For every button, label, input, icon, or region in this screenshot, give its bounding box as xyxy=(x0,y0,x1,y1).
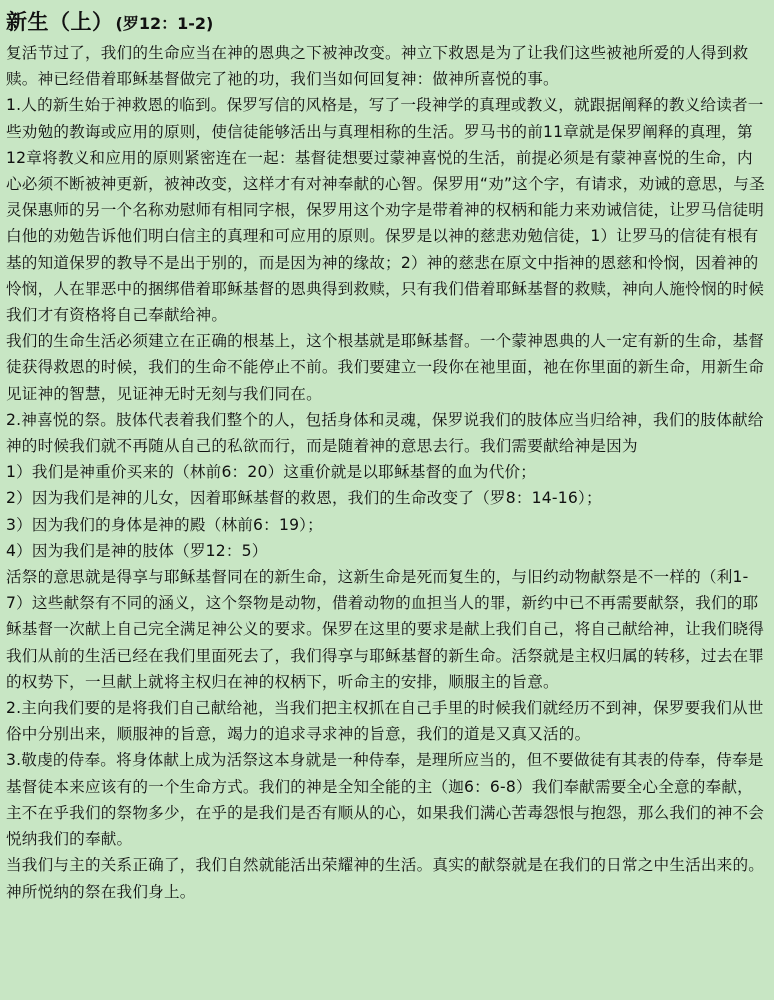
list-item-reason-3: 3）因为我们的身体是神的殿（林前6：19）； xyxy=(6,515,323,534)
paragraph-offer-self: 2.主向我们要的是将我们自己献给祂，当我们把主权抓在自己手里的时候我们就经历不到神，保罗要我们从世俗中分别出来，顺服神的旨意，竭力的追求寻求神的旨意，我们的道是又真又活的。 xyxy=(6,699,764,744)
page-title xyxy=(6,6,766,40)
paragraph-conclusion: 当我们与主的关系正确了，我们自然就能活出荣耀神的生活。真实的献祭就是在我们的日常之中生活出来的。神所悦纳的祭在我们身上。 xyxy=(6,856,765,901)
paragraph-living-sacrifice: 活祭的意思就是得享与耶稣基督同在的新生命，这新生命是死而复生的，与旧约动物献祭是不一样的（利1-7）这些献祭有不同的涵义，这个祭物是动物，借着动物的血担当人的罪，新约中已不再需要献祭，我们的耶稣基督一次献上自己完全满足神公义的要求。保罗在这里的要求是献上我们自己，将自己献给神，让我们晓得我们从前的生活已经在我们里面死去了，我们得享与耶稣基督的新生命。活祭就是主权归属的转移，过去在罪的权势下，一旦献上就将主权归在神的权柄下，听命主的安排，顺服主的旨意。 xyxy=(6,568,765,691)
paragraph-point-1: 1.人的新生始于神救恩的临到。保罗写信的风格是，写了一段神学的真理或教义，就跟据阐释的教义给读者一些劝勉的教诲或应用的原则，使信徒能够活出与真理相称的生活。罗马书的前11章就是保罗阐释的真理，第12章将教义和应用的原则紧密连在一起：基督徒想要过蒙神喜悦的生活，前提必须是有蒙神喜悦的生命，内心必须不断被神更新，被神改变，这样才有对神奉献的心智。保罗用“劝”这个字，有请求，劝诫的意思，与圣灵保惠师的另一个名称劝慰师有相同字根，保罗用这个劝字是带着神的权柄和能力来劝诫信徒，让罗马信徒明白他的劝勉告诉他们明白信主的真理和可应用的原则。保罗是以神的慈悲劝勉信徒，1）让罗马的信徒有根有基的知道保罗的教导不是出于别的，而是因为神的缘故；2）神的慈悲在原文中指神的恩慈和怜悯，因着神的怜悯，人在罪恶中的捆绑借着耶稣基督的恩典得到救赎，只有我们借着耶稣基督的救赎，神向人施怜悯的时候我们才有资格将自己奉献给神。 xyxy=(6,96,765,325)
paragraph-foundation: 我们的生命生活必须建立在正确的根基上，这个根基就是耶稣基督。一个蒙神恩典的人一定有新的生命，基督徒获得救恩的时候，我们的生命不能停止不前。我们要建立一段你在祂里面，祂在你里面的新生命，用新生命见证神的智慧，见证神无时无刻与我们同在。 xyxy=(6,332,765,403)
paragraph-point-2: 2.神喜悦的祭。肢体代表着我们整个的人，包括身体和灵魂，保罗说我们的肢体应当归给神，我们的肢体献给神的时候我们就不再随从自己的私欲而行，而是随着神的意思去行。我们需要献给神是因为 xyxy=(6,410,764,456)
paragraph-intro: 复活节过了，我们的生命应当在神的恩典之下被神改变。神立下救恩是为了让我们这些被祂所爱的人得到救赎。神已经借着耶稣基督做完了祂的功，我们当如何回复神：做神所喜悦的事。 xyxy=(6,44,749,89)
list-item-reason-2: 2）因为我们是神的儿女，因着耶稣基督的救恩，我们的生命改变了（罗8：14-16）； xyxy=(6,489,602,508)
title-main: 新生（上） xyxy=(6,10,114,34)
list-item-reason-4: 4）因为我们是神的肢体（罗12：5） xyxy=(6,541,268,560)
document-body xyxy=(6,40,766,905)
list-item-reason-1: 1）我们是神重价买来的（林前6：20）这重价就是以耶稣基督的血为代价； xyxy=(6,463,537,482)
title-scripture-reference: (罗12：1-2) xyxy=(115,14,214,33)
paragraph-point-3: 3.敬虔的侍奉。将身体献上成为活祭这本身就是一种侍奉，是理所应当的，但不要做徒有其表的侍奉，侍奉是基督徒本来应该有的一个生命方式。我们的神是全知全能的主（迦6：6-8）我们奉献需要全心全意的奉献，主不在乎我们的祭物多少，在乎的是我们是否有顺从的心，如果我们满心苦毒怨恨与抱怨，那么我们的神不会悦纳我们的奉献。 xyxy=(6,751,765,849)
